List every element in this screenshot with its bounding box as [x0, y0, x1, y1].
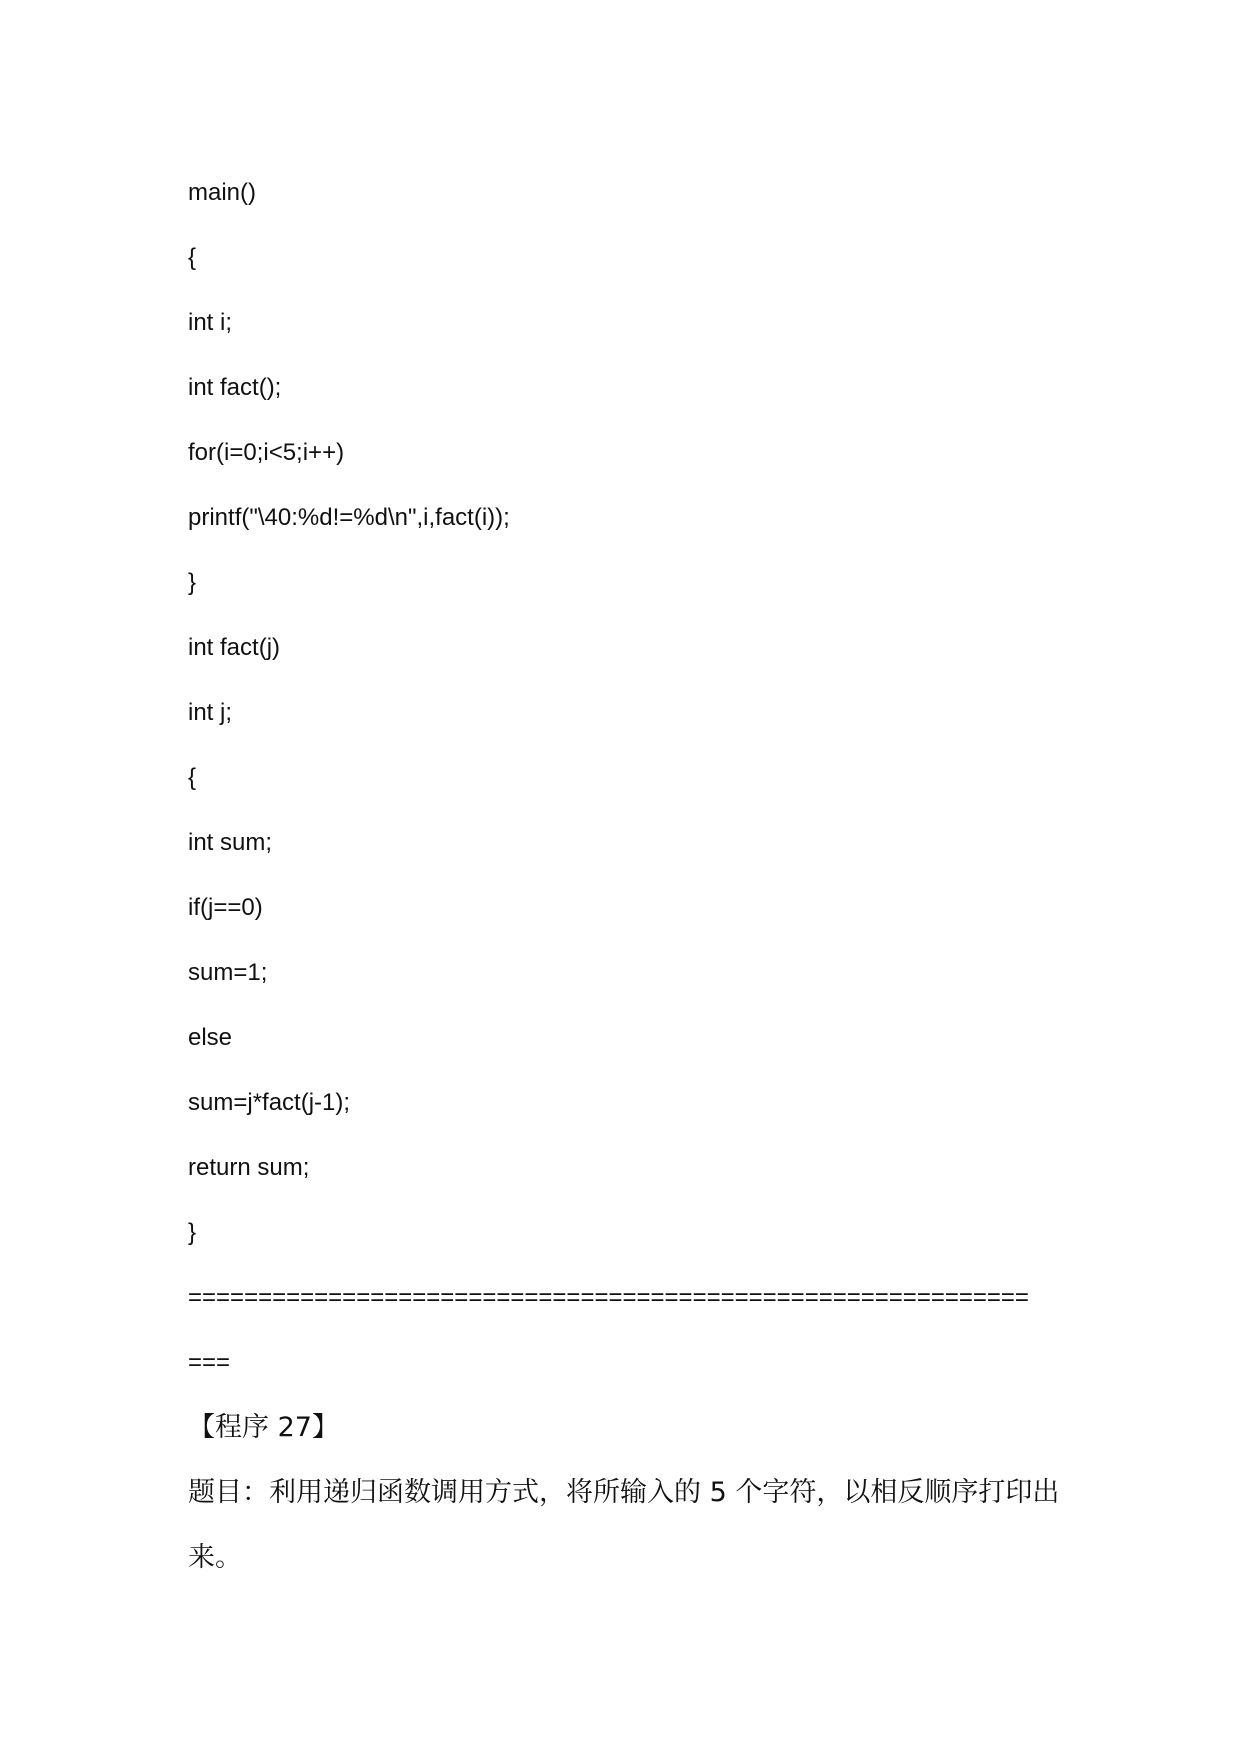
- code-line: int i;: [188, 309, 233, 336]
- code-line: main(): [188, 179, 257, 206]
- question-text: 题目：利用递归函数调用方式，将所输入的 5 个字符，以相反顺序打印出来。: [188, 1477, 1060, 1573]
- code-line: if(j==0): [188, 894, 263, 921]
- code-line: return sum;: [188, 1154, 310, 1181]
- code-line: {: [188, 764, 197, 791]
- code-line: int fact(j): [188, 634, 281, 661]
- code-line: for(i=0;i<5;i++): [188, 439, 345, 466]
- code-line: printf("\40:%d!=%d\n",i,fact(i));: [188, 504, 510, 531]
- program-heading: 【程序 27】: [188, 1412, 339, 1443]
- code-line: sum=1;: [188, 959, 268, 986]
- document-content: [188, 160, 1068, 1590]
- code-line: {: [188, 244, 197, 271]
- code-line: int j;: [188, 699, 233, 726]
- code-line: }: [188, 1219, 197, 1246]
- code-line: sum=j*fact(j-1);: [188, 1089, 351, 1116]
- code-line: int fact();: [188, 374, 282, 401]
- separator-line-continued: ===: [188, 1349, 231, 1376]
- code-line: else: [188, 1024, 233, 1051]
- separator-line: ============================================================: [188, 1284, 1029, 1311]
- code-line: int sum;: [188, 829, 273, 856]
- code-line: }: [188, 569, 197, 596]
